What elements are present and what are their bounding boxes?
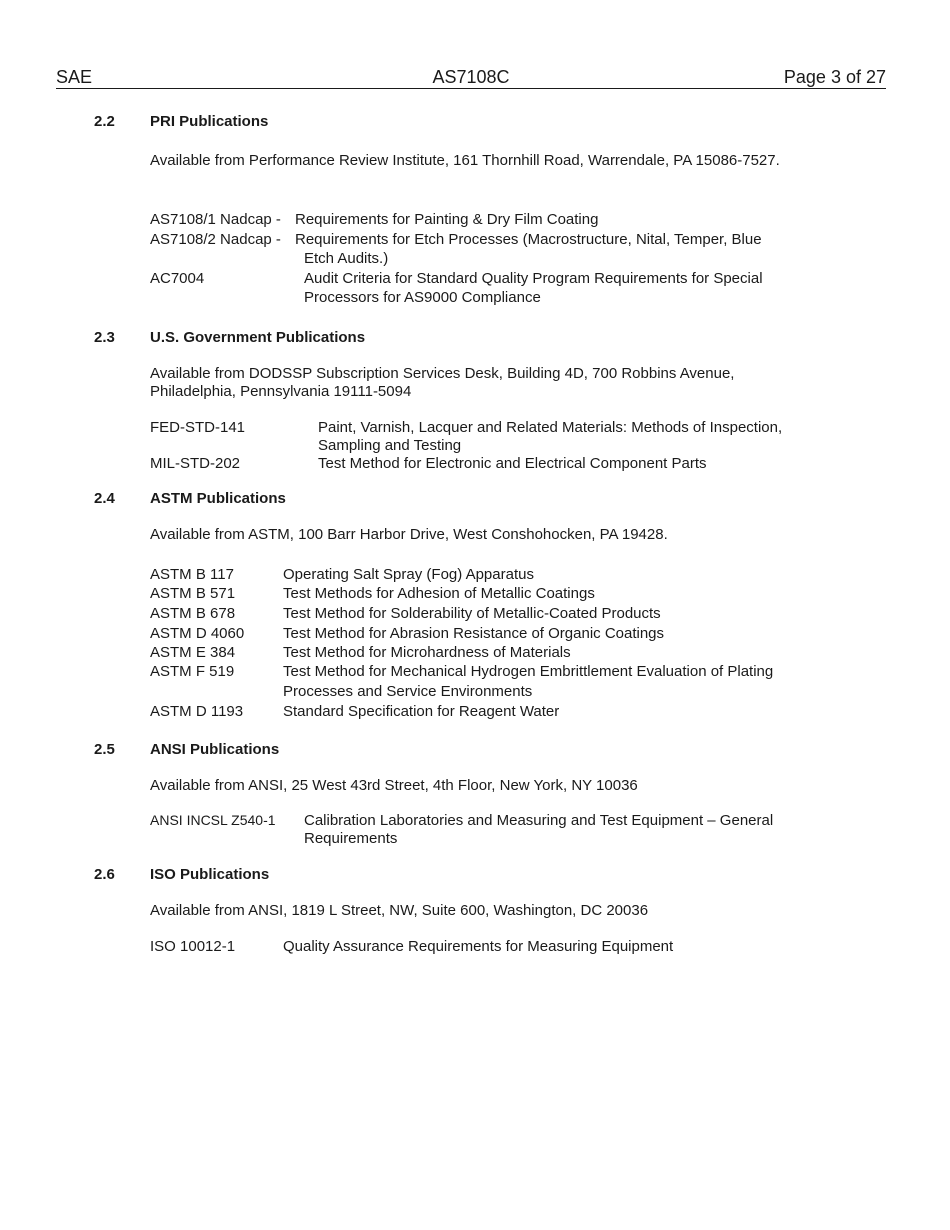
section-2-6-number: 2.6 <box>94 866 115 883</box>
ref-description-cont: Etch Audits.) <box>304 250 389 267</box>
section-2-2-title: PRI Publications <box>150 113 269 130</box>
ref-code: ASTM B 117 <box>150 566 234 583</box>
ref-description: Calibration Laboratories and Measuring and Test Equipment – General <box>304 812 774 829</box>
ref-description-cont: Sampling and Testing <box>318 437 462 454</box>
section-2-3-title: U.S. Government Publications <box>150 329 366 346</box>
ref-description: Operating Salt Spray (Fog) Apparatus <box>283 566 534 583</box>
section-2-4-availability: Available from ASTM, 100 Barr Harbor Drive, West Conshohocken, PA 19428. <box>150 526 668 543</box>
section-2-3-availability: Available from DODSSP Subscription Services Desk, Building 4D, 700 Robbins Avenue, <box>150 365 735 382</box>
ref-code: MIL-STD-202 <box>150 455 241 472</box>
ref-code: AC7004 <box>150 270 205 287</box>
ref-code: ASTM D 4060 <box>150 625 245 642</box>
page-header <box>56 66 886 89</box>
section-2-2-number: 2.2 <box>94 113 115 130</box>
header-page-number: Page 3 of 27 <box>783 67 886 87</box>
ref-code: ASTM B 571 <box>150 585 236 602</box>
ref-description: Test Methods for Adhesion of Metallic Coatings <box>283 585 595 602</box>
section-2-5-availability: Available from ANSI, 25 West 43rd Street, 4th Floor, New York, NY 10036 <box>150 777 638 794</box>
section-2-2-availability: Available from Performance Review Institute, 161 Thornhill Road, Warrendale, PA 15086-7527. <box>150 152 780 169</box>
ref-description: Quality Assurance Requirements for Measuring Equipment <box>283 938 674 955</box>
ref-code: ASTM D 1193 <box>150 703 244 720</box>
header-doc-number: AS7108C <box>432 67 510 87</box>
ref-code: ASTM E 384 <box>150 644 236 661</box>
ref-code: AS7108/1 Nadcap - <box>150 211 281 228</box>
section-2-5-number: 2.5 <box>94 741 115 758</box>
ref-description-cont: Processors for AS9000 Compliance <box>304 289 541 306</box>
ref-description: Requirements for Painting & Dry Film Coating <box>295 211 599 228</box>
section-2-6-availability: Available from ANSI, 1819 L Street, NW, Suite 600, Washington, DC 20036 <box>150 902 649 919</box>
ref-description: Audit Criteria for Standard Quality Program Requirements for Special <box>304 270 763 287</box>
ref-description-cont: Processes and Service Environments <box>283 683 533 700</box>
section-2-4-title: ASTM Publications <box>150 490 286 507</box>
ref-description-cont: Requirements <box>304 830 398 847</box>
ref-description: Standard Specification for Reagent Water <box>283 703 560 720</box>
section-2-3-number: 2.3 <box>94 329 115 346</box>
ref-description: Requirements for Etch Processes (Macrostructure, Nital, Temper, Blue <box>295 231 762 248</box>
section-2-5-title: ANSI Publications <box>150 741 280 758</box>
ref-description: Test Method for Solderability of Metallic-Coated Products <box>283 605 661 622</box>
header-org: SAE <box>56 67 93 87</box>
section-2-3-availability-cont: Philadelphia, Pennsylvania 19111-5094 <box>150 383 412 400</box>
ref-code: AS7108/2 Nadcap - <box>150 231 281 248</box>
ref-code: ISO 10012-1 <box>150 938 236 955</box>
section-2-4-number: 2.4 <box>94 490 115 507</box>
ref-description: Test Method for Microhardness of Materials <box>283 644 571 661</box>
ref-description: Test Method for Abrasion Resistance of Organic Coatings <box>283 625 665 642</box>
ref-code: ASTM F 519 <box>150 663 235 680</box>
ref-description: Paint, Varnish, Lacquer and Related Materials: Methods of Inspection, <box>318 419 783 436</box>
ref-code: FED-STD-141 <box>150 419 246 436</box>
ref-code: ANSI INCSL Z540-1 <box>150 812 276 828</box>
ref-description: Test Method for Electronic and Electrical Component Parts <box>318 455 707 472</box>
ref-description: Test Method for Mechanical Hydrogen Embrittlement Evaluation of Plating <box>283 663 774 680</box>
section-2-6-title: ISO Publications <box>150 866 270 883</box>
ref-code: ASTM B 678 <box>150 605 236 622</box>
